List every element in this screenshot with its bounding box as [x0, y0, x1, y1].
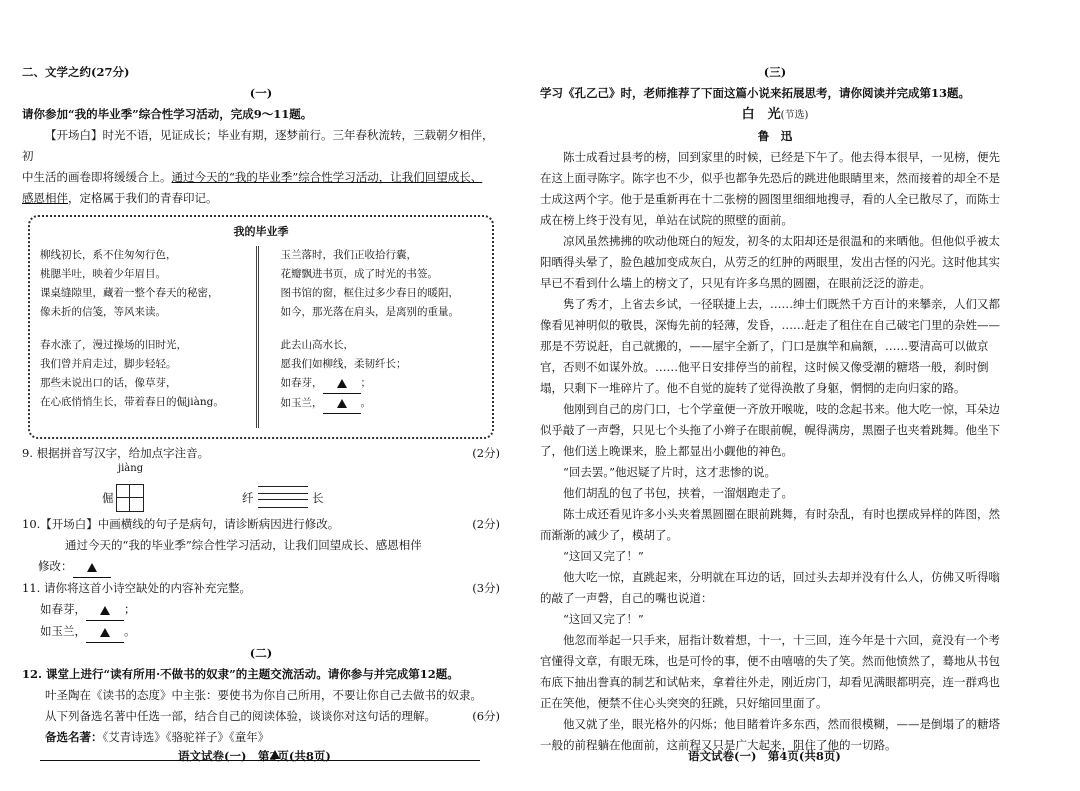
- poem-line: 柳线初长，系不住匆匆行色，: [40, 249, 177, 261]
- opening-text: 【开场白】时光不语，见证成长；毕业有期，逐梦前行。三年春秋流转，三载朝夕相伴，初: [22, 128, 494, 163]
- q11-line: 如玉兰， 。: [22, 621, 500, 643]
- question-9: 9. 根据拼音写汉字，给加点字注音。 (2分): [22, 446, 500, 460]
- poem-line: 愿我们如柳线，柔韧纤长；: [280, 358, 407, 370]
- triangle-marker-icon: [100, 606, 110, 615]
- char-label: 纤: [242, 491, 254, 505]
- question-11: 11. 请你将这首小诗空缺处的内容补充完整。 (3分): [22, 581, 500, 595]
- paragraph: “这回又完了！”: [563, 612, 644, 626]
- left-footer: 语文试卷(一) 第3页(共8页): [178, 749, 331, 763]
- paragraph: 隽了秀才，上省去乡试，一径联捷上去，……绅士们既然千方百计的来攀亲，人们又都像看见神明似的敬畏，深悔先前的轻薄，发昏，……赶走了租住在自己破宅门里的杂姓——那是不劳说赶，自己就搬的，——屋宇全新了，门口是旗竿和扁额，……要清高可以做京官，否则不如谋外放。……他平日安排停当的前程，这时候又像受潮的糖塔一般，刹时倒塌，只剩下一堆碎片了。他不自觉的旋转了觉得涣散了身躯，惘惘的走向归家的路。: [540, 297, 1000, 395]
- underlined-sentence: 通过今天的“我的毕业季”综合性学习活动，让我们回望成长、: [171, 170, 483, 184]
- triangle-marker-icon: [337, 379, 347, 388]
- poem-line: 图书馆的窗，框住过多少春日的暖阳，: [280, 287, 459, 299]
- paragraph: 陈士成看过县考的榜，回到家里的时候，已经是下午了。他去得本很早，一见榜，便先在这上面寻陈字。陈字也不少，似乎也都争先恐后的跳进他眼睛里来，然而接着的却全不是士成这两个字。他于是重新再在十二张榜的圆图里细细地搜寻，看的人全已散尽了，而陈士成在榜上终于没有见，单站在试院的照壁的面前。: [540, 150, 1000, 227]
- poem-title: 我的毕业季: [233, 225, 289, 238]
- pinyin-label: jiàng: [118, 463, 144, 474]
- paragraph: 他们胡乱的包了书包，挟着，一溜烟跑走了。: [563, 486, 793, 500]
- poem-line: 那些未说出口的话，像草芽，: [40, 377, 177, 389]
- paragraph: 他大吃一惊，直跳起来，分明就在耳边的话，回过头去却并没有什么人，仿佛又听得嗡的敲了一声磬，自己的嘴也说道：: [540, 570, 1000, 605]
- char-label: 长: [312, 491, 324, 505]
- part1-label: (一): [249, 86, 273, 100]
- opening-text-2: 中生活的画卷即将缓缓合上。通过今天的“我的毕业季”综合性学习活动，让我们回望成长、: [22, 170, 483, 184]
- triangle-marker-icon: [100, 628, 110, 637]
- poem-line: 春水涨了，漫过操场的旧时光，: [40, 339, 187, 351]
- q12-task: 从下列备选名著中任选一部，结合自己的阅读体验，谈谈你对这句话的理解。 (6分): [45, 709, 500, 723]
- poem-line: 玉兰落时，我们正收拾行囊，: [280, 249, 417, 261]
- char-label: 倔: [102, 491, 114, 505]
- part2-label: (二): [249, 646, 273, 660]
- paragraph: 凉风虽然拂拂的吹动他斑白的短发，初冬的太阳却还是很温和的来晒他。但他似乎被太阳晒得头晕了，脸色越加变成灰白，从劳乏的红肿的两眼里，发出古怪的闪光。这时他其实早已不看到什么墙上的榜文了，只见有许多乌黑的圆圈，在眼前泛泛的游走。: [540, 234, 1000, 290]
- author: 鲁 迅: [757, 129, 793, 143]
- paragraph: 陈士成还看见许多小头夹着黑圆圈在眼前跳舞，有时杂乱，有时也摆成异样的阵图，然而渐渐的减少了，模胡了。: [540, 507, 1000, 542]
- paragraph: 他又就了坐，眼光格外的闪烁；他目睹着许多东西，然而很模糊，——是倒塌了的糖塔一般的前程躺在他面前，这前程又只是广大起来，阻住了他的一切路。: [540, 717, 1000, 752]
- tian-grid-box[interactable]: [116, 484, 144, 512]
- pinyin-writing-lines[interactable]: [258, 486, 308, 508]
- triangle-marker-icon: [87, 563, 97, 572]
- part3-instruction: 学习《孔乙己》时，老师推荐了下面这篇小说来拓展思考，请你阅读并完成第13题。: [540, 86, 970, 100]
- opening-text-3: 感恩相伴，定格属于我们的青春印记。: [22, 191, 218, 205]
- part1-instruction: 请你参加“我的毕业季”综合性学习活动，完成9～11题。: [22, 107, 313, 121]
- q12-quote: 叶圣陶在《读书的态度》中主张：要使书为你自己所用，不要让你自己去做书的奴隶。: [45, 688, 482, 702]
- question-10: 10.【开场白】中画横线的句子是病句，请诊断病因进行修改。 (2分): [22, 517, 500, 531]
- triangle-marker-icon: [337, 399, 347, 408]
- poem-line: 花瓣飘进书页，成了时光的书签。: [280, 268, 438, 280]
- poem-right-column: [259, 246, 483, 428]
- q10-revise: 修改：: [22, 556, 500, 578]
- poem-line: 桃腮半吐，映着少年眉目。: [40, 268, 166, 280]
- poem-blank-line: 如春芽， ；: [281, 374, 483, 394]
- poem-line: 此去山高水长，: [280, 339, 354, 351]
- poem-line: 在心底悄悄生长，带着春日的倔jiàng。: [40, 396, 224, 408]
- q12-options: 备选名著：《艾青诗选》《骆驼祥子》《童年》: [45, 730, 270, 744]
- poem-line: 像未折的信笺，等风来读。: [40, 306, 166, 318]
- section-title: 二、文学之约(27分): [22, 65, 130, 79]
- question-12: 12. 课堂上进行“读有所用·不做书的奴隶”的主题交流活动。请你参与并完成第12题。: [22, 667, 459, 681]
- paragraph: “回去罢。”他迟疑了片时，这才悲惨的说。: [563, 465, 777, 479]
- paragraph: “这回又完了！”: [563, 549, 644, 563]
- paragraph: 他忽而举起一只手来，屈指计数着想，十一，十三回，连今年是十六回，竟没有一个考官懂得文章，有眼无珠，也是可怜的事，便不由嘻嘻的失了笑。然而他愤然了，蓦地从书包布底下抽出誊真的制艺和试帖来，拿着往外走，刚近房门，却看见满眼都明亮，连一群鸡也正在笑他，便禁不住心头突突的狂跳，只好缩回里面了。: [540, 633, 1000, 710]
- left-page: [22, 62, 500, 761]
- right-page: [540, 62, 1010, 756]
- q11-line: 如春芽， ；: [22, 599, 500, 621]
- poem-left-column: [40, 246, 259, 428]
- poem-line: 如今，那光落在肩头，是离别的重量。: [280, 306, 459, 318]
- right-footer: 语文试卷(一) 第4页(共8页): [688, 749, 841, 763]
- poem-box: [28, 215, 494, 439]
- paragraph: 他刚到自己的房门口，七个学童便一齐放开喉咙，吱的念起书来。他大吃一惊，耳朵边似乎敲了一声磬，只见七个头拖了小辫子在眼前幌，幌得满房，黑圈子也夹着跳舞。他坐下了，他们送上晚课来，脸上都显出小觑他的神色。: [540, 402, 1000, 458]
- q9-answer-area: [102, 464, 500, 514]
- poem-blank-line: 如玉兰， 。: [281, 394, 483, 414]
- poem-line: 课桌缝隙里，藏着一整个春天的秘密，: [40, 287, 219, 299]
- q10-sentence: 通过今天的“我的毕业季”综合性学习活动，让我们回望成长、感恩相伴: [65, 538, 422, 552]
- part3-label: (三): [763, 65, 787, 79]
- story-title: 白 光(节选): [741, 107, 809, 122]
- poem-line: 我们曾并肩走过，脚步轻轻。: [40, 358, 177, 370]
